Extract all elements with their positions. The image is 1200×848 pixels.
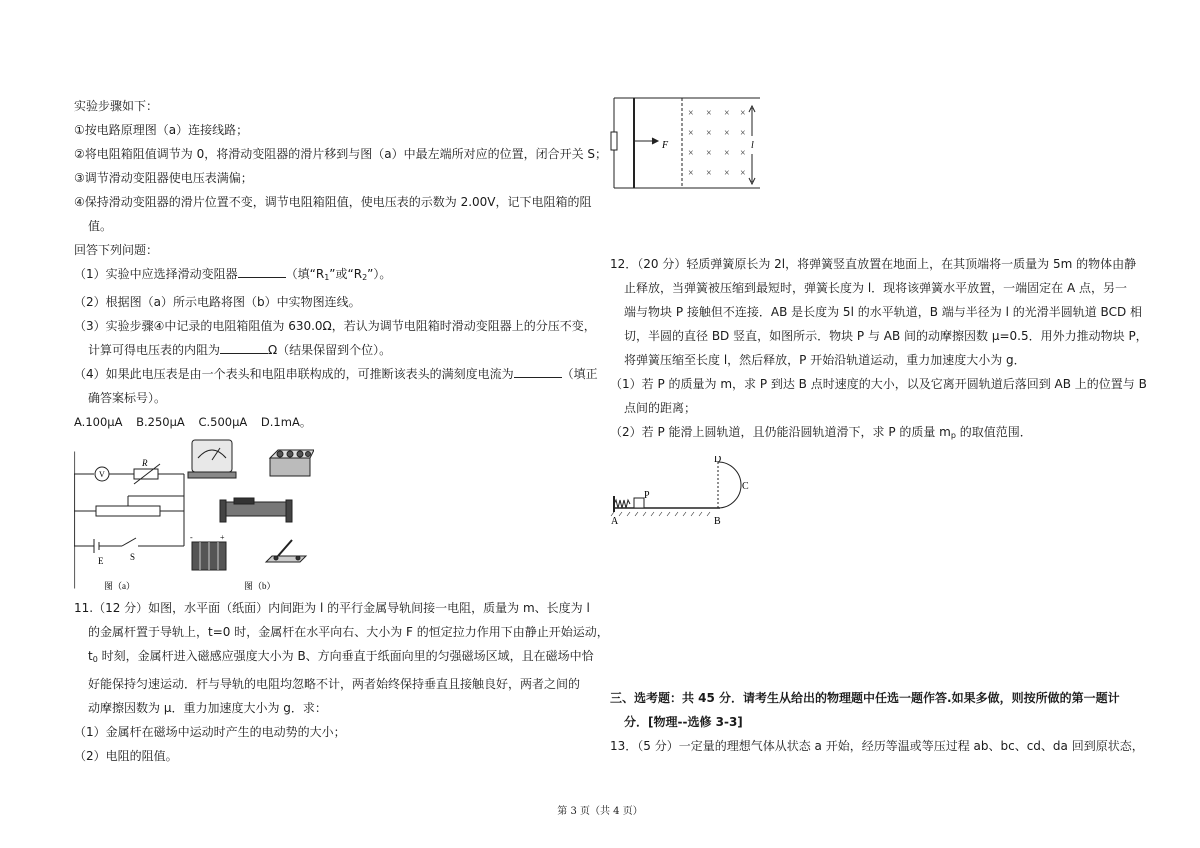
svg-text:×: ×	[724, 128, 730, 139]
svg-text:×: ×	[688, 168, 694, 179]
step-4: ④保持滑动变阻器的滑片位置不变，调节电阻箱阻值，使电压表的示数为 2.00V，记下电阻箱的阻	[74, 195, 592, 209]
figure-b-caption: 图（b）	[244, 581, 276, 591]
section-3-heading: 三、选考题：共 45 分．请考生从给出的物理题中任选一题作答.如果多做，则按所做的第一题计	[610, 691, 1120, 705]
e-label: E	[98, 556, 104, 566]
battery-device	[192, 542, 226, 570]
answer-blank	[220, 341, 268, 354]
question-11-line-1: 11.（12 分）如图，水平面（纸面）内间距为 l 的平行金属导轨间接一电阻，质量为 m、长度为 l	[74, 601, 590, 615]
svg-text:×: ×	[724, 148, 730, 159]
question-11-line-4: 好能保持匀速运动．杆与导轨的电阻均忽略不计，两者始终保持垂直且接触良好，两者之间的	[88, 677, 581, 691]
point-d-label: D	[714, 456, 722, 465]
svg-text:×: ×	[740, 168, 746, 179]
q4-text: （4）如果此电压表是由一个表头和电阻串联构成的，可推断该表头的满刻度电流为	[74, 367, 514, 381]
q1-sub-2: 2	[362, 273, 368, 282]
q1-end: ”）。	[367, 267, 392, 281]
t-symbol: t	[88, 649, 93, 663]
left-column	[74, 94, 609, 768]
question-11-line-3	[74, 644, 594, 672]
mass-subscript: p	[950, 431, 956, 440]
plus-sign: +	[220, 533, 225, 542]
steps-title: 实验步骤如下：	[74, 99, 159, 113]
step-3: ③调节滑动变阻器使电压表满偏；	[74, 171, 253, 185]
right-column	[610, 90, 1148, 758]
svg-text:×: ×	[688, 148, 694, 159]
q11-line-3-text: 时刻，金属杆进入磁感应强度大小为 B、方向垂直于纸面向里的匀强磁场区域，且在磁场中恰	[97, 649, 594, 663]
section-3-heading-cont: 分．[物理--选修 3-3]	[624, 715, 743, 729]
question-4-cont: 确答案标号）。	[88, 391, 167, 405]
q1-sub-1: 1	[324, 273, 330, 282]
svg-text:×: ×	[688, 128, 694, 139]
length-label: l	[751, 140, 754, 151]
question-13: 13．（5 分）一定量的理想气体从状态 a 开始，经历等温或等压过程 ab、bc、cd、da 回到原状态，	[610, 739, 1144, 753]
point-c-label: C	[742, 481, 749, 492]
question-12-part-1: （1）若 P 的质量为 m，求 P 到达 B 点时速度的大小，以及它离开圆轨道后落回到 AB 上的位置与 B	[610, 377, 1147, 391]
field-crosses	[688, 108, 746, 179]
answer-blank	[514, 365, 562, 378]
q4-text-2: （填正	[561, 367, 598, 381]
question-11-line-5: 动摩擦因数为 μ．重力加速度大小为 g．求：	[88, 701, 327, 715]
question-12-line-4: 切，半圆的直径 BD 竖直，如图所示．物块 P 与 AB 间的动摩擦因数 μ=0.5．用外力推动物块 P，	[624, 329, 1148, 343]
question-11-line-2: 的金属杆置于导轨上，t=0 时，金属杆在水平向右、大小为 F 的恒定拉力作用下由静止开始运动，	[88, 625, 609, 639]
point-b-label: B	[714, 516, 721, 527]
svg-text:×: ×	[740, 128, 746, 139]
svg-text:×: ×	[706, 148, 712, 159]
step-1: ①按电路原理图（a）连接线路；	[74, 123, 249, 137]
q3-text: 计算可得电压表的内阻为	[88, 343, 221, 357]
r-label: R	[142, 458, 148, 468]
svg-text:×: ×	[724, 168, 730, 179]
question-12-line-2: 止释放，当弹簧被压缩到最短时，弹簧长度为 l．现将该弹簧水平放置，一端固定在 A 点，另一	[624, 281, 1127, 295]
answer-title: 回答下列问题：	[74, 243, 159, 257]
svg-text:×: ×	[706, 128, 712, 139]
svg-text:×: ×	[724, 108, 730, 119]
svg-text:×: ×	[688, 108, 694, 119]
point-a-label: A	[611, 516, 619, 527]
s-label: S	[130, 552, 136, 562]
question-4	[74, 362, 598, 386]
question-12-line-1: 12．（20 分）轻质弹簧原长为 2l，将弹簧竖直放置在地面上，在其顶端将一质量为 5m 的物体由静	[610, 257, 1137, 271]
q3-unit: Ω（结果保留到个位）。	[268, 343, 392, 357]
question-3: （3）实验步骤④中记录的电阻箱阻值为 630.0Ω，若认为调节电阻箱时滑动变阻器上的分压不变，	[74, 319, 596, 333]
svg-text:×: ×	[740, 148, 746, 159]
page-footer: 第 3 页（共 4 页）	[557, 806, 643, 817]
circuit-diagram-a	[74, 452, 184, 588]
q1-text: （1）实验中应选择滑动变阻器	[74, 267, 238, 281]
question-12-line-5: 将弹簧压缩至长度 l，然后释放，P 开始沿轨道运动，重力加速度大小为 g．	[624, 353, 1026, 367]
q12-part-2-text: （2）若 P 能滑上圆轨道，且仍能沿圆轨道滑下，求 P 的质量 m	[610, 425, 951, 439]
q1-choice-b: ”或“R	[329, 267, 363, 281]
svg-text:×: ×	[740, 108, 746, 119]
answer-options: A.100μA B.250μA C.500μA D.1mA。	[74, 415, 312, 429]
question-11-part-1: （1）金属杆在磁场中运动时产生的电动势的大小；	[74, 725, 346, 739]
block-p-label: P	[644, 490, 650, 501]
question-12-line-3: 端与物块 P 接触但不连接．AB 是长度为 5l 的水平轨道，B 端与半径为 l 的光滑半圆轨道 BCD 相	[624, 305, 1143, 319]
voltmeter-device	[188, 440, 236, 478]
resistance-box	[270, 450, 314, 476]
svg-text:×: ×	[706, 168, 712, 179]
svg-text:×: ×	[706, 108, 712, 119]
magnetic-field-figure	[610, 96, 780, 192]
question-1	[74, 262, 590, 290]
t-subscript: 0	[92, 655, 98, 664]
minus-sign: -	[190, 533, 193, 542]
rheostat-device	[220, 498, 292, 522]
force-label: F	[662, 140, 669, 151]
voltmeter-label: V	[99, 470, 105, 479]
question-11-part-2: （2）电阻的阻值。	[74, 749, 178, 763]
step-4-cont: 值。	[88, 219, 113, 233]
track-figure	[610, 456, 770, 532]
q12-part-2-end: 的取值范围．	[955, 425, 1032, 439]
question-2: （2）根据图（a）所示电路将图（b）中实物图连线。	[74, 295, 361, 309]
question-12-part-1-cont: 点间的距离；	[624, 401, 697, 415]
q1-choice-a: （填“R	[285, 267, 325, 281]
figure-a-caption: 图（a）	[104, 581, 135, 591]
switch-device	[266, 540, 306, 562]
step-2: ②将电阻箱阻值调节为 0，将滑动变阻器的滑片移到与图（a）中最左端所对应的位置，闭合开关 S；	[74, 147, 607, 161]
question-3-cont	[74, 338, 590, 362]
question-12-part-2	[610, 420, 1130, 448]
answer-blank	[238, 265, 286, 278]
circuit-figures	[74, 436, 314, 596]
